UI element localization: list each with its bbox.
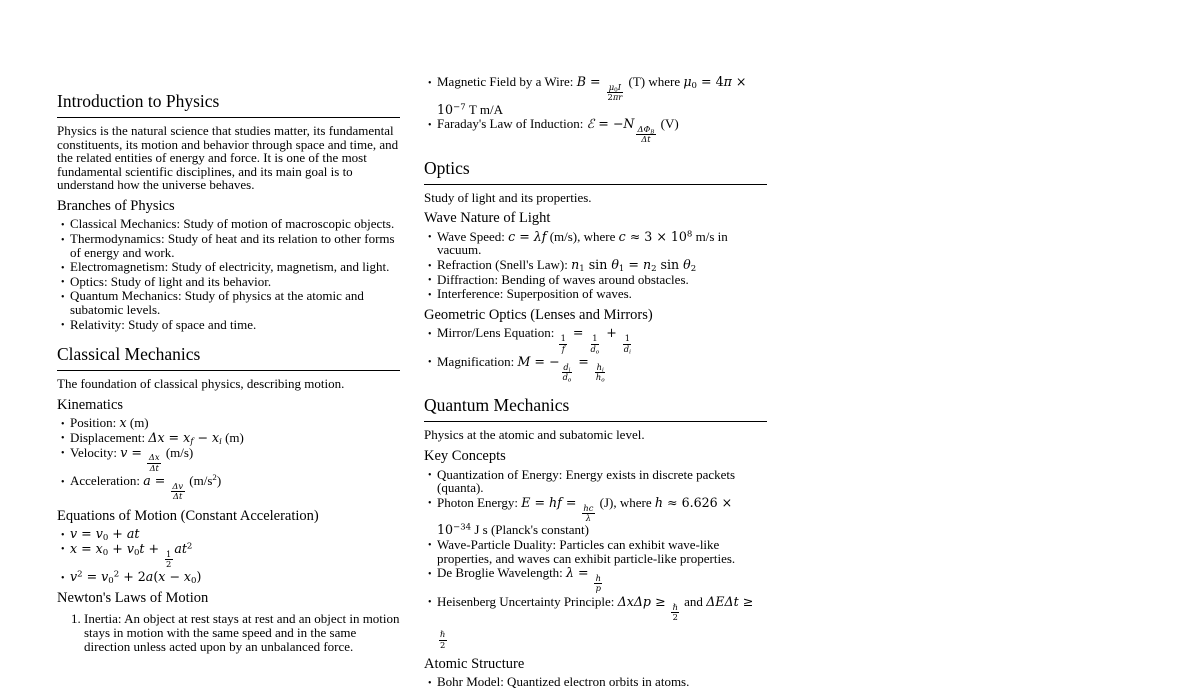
formula-item: • Displacement: $\Delta x = x_f - x_i$ (m) (70, 431, 400, 445)
subheading-atomic-structure: Atomic Structure (424, 655, 525, 672)
atomic-structure-list (424, 675, 767, 689)
formula-item: • Position: x (m) (70, 416, 400, 430)
subheading-geometric-optics: Geometric Optics (Lenses and Mirrors) (424, 306, 653, 323)
intro-paragraph: Physics is the natural science that studies matter, its fundamental constituents, its motion and behavior through space and time, and the related entities of energy and force. It is one of the most fundamental scientific disciplines, and its main goal is to understand how the universe behaves. (57, 123, 399, 193)
formula-item: • Refraction (Snell's Law): $n_1$ $\sin \theta_1 = n_2$ $\sin \theta_2$ (437, 258, 767, 272)
section-title-introduction: Introduction to Physics (57, 92, 400, 118)
optics-paragraph: Study of light and its properties. (424, 189, 592, 205)
formula-item: • Wave Speed: c = λf (m/s), where $c \approx 3 \times 10^8$ m/s in vacuum. (437, 230, 767, 257)
formula-item: • Diffraction: Bending of waves around obstacles. (437, 273, 767, 287)
formula-item: • $x = x_0 + v_0t$ + $\frac{1}{2}$ $at^2$ (70, 542, 400, 570)
equations-of-motion-list (57, 526, 400, 587)
branches-list (57, 217, 400, 331)
numbered-item: 1. Inertia: An object at rest stays at rest and an object in motion stays in motion with the same speed and in the same direction unless acted upon by an unbalanced force. (84, 612, 400, 653)
formula-item: • Acceleration: a = $\frac{\Delta v}{\Delta t}$ $(m/s^2)$ (70, 474, 400, 502)
list-item: • Quantum Mechanics: Study of physics at the atomic and subatomic levels. (70, 289, 400, 316)
formula-item: • Velocity: v = $\frac{\Delta x}{\Delta t}$ (m/s) (70, 446, 400, 474)
right-column (424, 74, 767, 693)
formula-item: • De Broglie Wavelength: λ = $\frac{h}{p}$ (437, 566, 767, 594)
subheading-kinematics: Kinematics (57, 396, 124, 413)
section-title-quantum-mechanics: Quantum Mechanics (424, 396, 767, 422)
list-item: • Relativity: Study of space and time. (70, 318, 400, 332)
list-item: • Thermodynamics: Study of heat and its relation to other forms of energy and work. (70, 232, 400, 259)
list-item: • Electromagnetism: Study of electricity, magnetism, and light. (70, 260, 400, 274)
subheading-key-concepts: Key Concepts (424, 448, 506, 465)
formula-item: • Magnetic Field by a Wire: B = $\frac{\mu_0I}{2\pi r}$ (T) where $\mu_0 = 4\pi \times 10^{-7}$ T m/A (437, 75, 767, 116)
list-item: • Optics: Study of light and its behavior. (70, 275, 400, 289)
formula-item: • Interference: Superposition of waves. (437, 287, 767, 301)
newtons-laws-list (57, 612, 400, 653)
subheading-branches-of-physics: Branches of Physics (57, 197, 175, 214)
formula-item: • Wave-Particle Duality: Particles can exhibit wave-like properties, and waves can exhibit particle-like properties. (437, 538, 767, 565)
subheading-newtons-laws: Newton's Laws of Motion (57, 589, 209, 606)
kinematics-list (57, 416, 400, 501)
formula-item: • Quantization of Energy: Energy exists in discrete packets (quanta). (437, 468, 767, 495)
section-title-optics: Optics (424, 159, 767, 185)
list-item: • Classical Mechanics: Study of motion of macroscopic objects. (70, 217, 400, 231)
left-column (57, 80, 400, 657)
geometric-optics-list (424, 326, 767, 382)
formula-item: • Magnification: M = − $\frac{d_i}{d_o}$ = $\frac{h_i}{h_o}$ (437, 355, 767, 383)
classical-mechanics-paragraph: The foundation of classical physics, describing motion. (57, 376, 345, 392)
electromagnetism-continued-list (424, 75, 767, 145)
formula-item: • Photon Energy: E = hf = $\frac{hc}{\lambda}$ (J), where $h \approx 6.626 \times 10^{-34}$ J s (Planck's constant) (437, 496, 767, 537)
formula-item: • $v^2 = v_0^2 + 2a(x - x_0)$ (70, 570, 400, 584)
formula-item: • Bohr Model: Quantized electron orbits in atoms. (437, 675, 767, 689)
formula-item: • Faraday's Law of Induction: ℰ = −N $\frac{\Delta\Phi_B}{\Delta t}$ (V) (437, 117, 767, 145)
wave-nature-list (424, 230, 767, 301)
formula-item: • Heisenberg Uncertainty Principle: ΔxΔp ≥ $\frac{\text{ℏ}}{2}$ and ΔEΔt ≥ $\frac{\text{ℏ}}{2}$ (437, 595, 767, 650)
key-concepts-list (424, 468, 767, 650)
formula-item: • Mirror/Lens Equation: $\frac{1}{f}$ = $\frac{1}{d_o}$ + $\frac{1}{d_i}$ (437, 326, 767, 354)
section-title-classical-mechanics: Classical Mechanics (57, 345, 400, 371)
subheading-wave-nature-of-light: Wave Nature of Light (424, 210, 551, 227)
subheading-equations-of-motion: Equations of Motion (Constant Acceleration) (57, 507, 319, 524)
formula-item: • $v = v_0$ + at (70, 527, 400, 541)
quantum-paragraph: Physics at the atomic and subatomic level. (424, 427, 645, 443)
